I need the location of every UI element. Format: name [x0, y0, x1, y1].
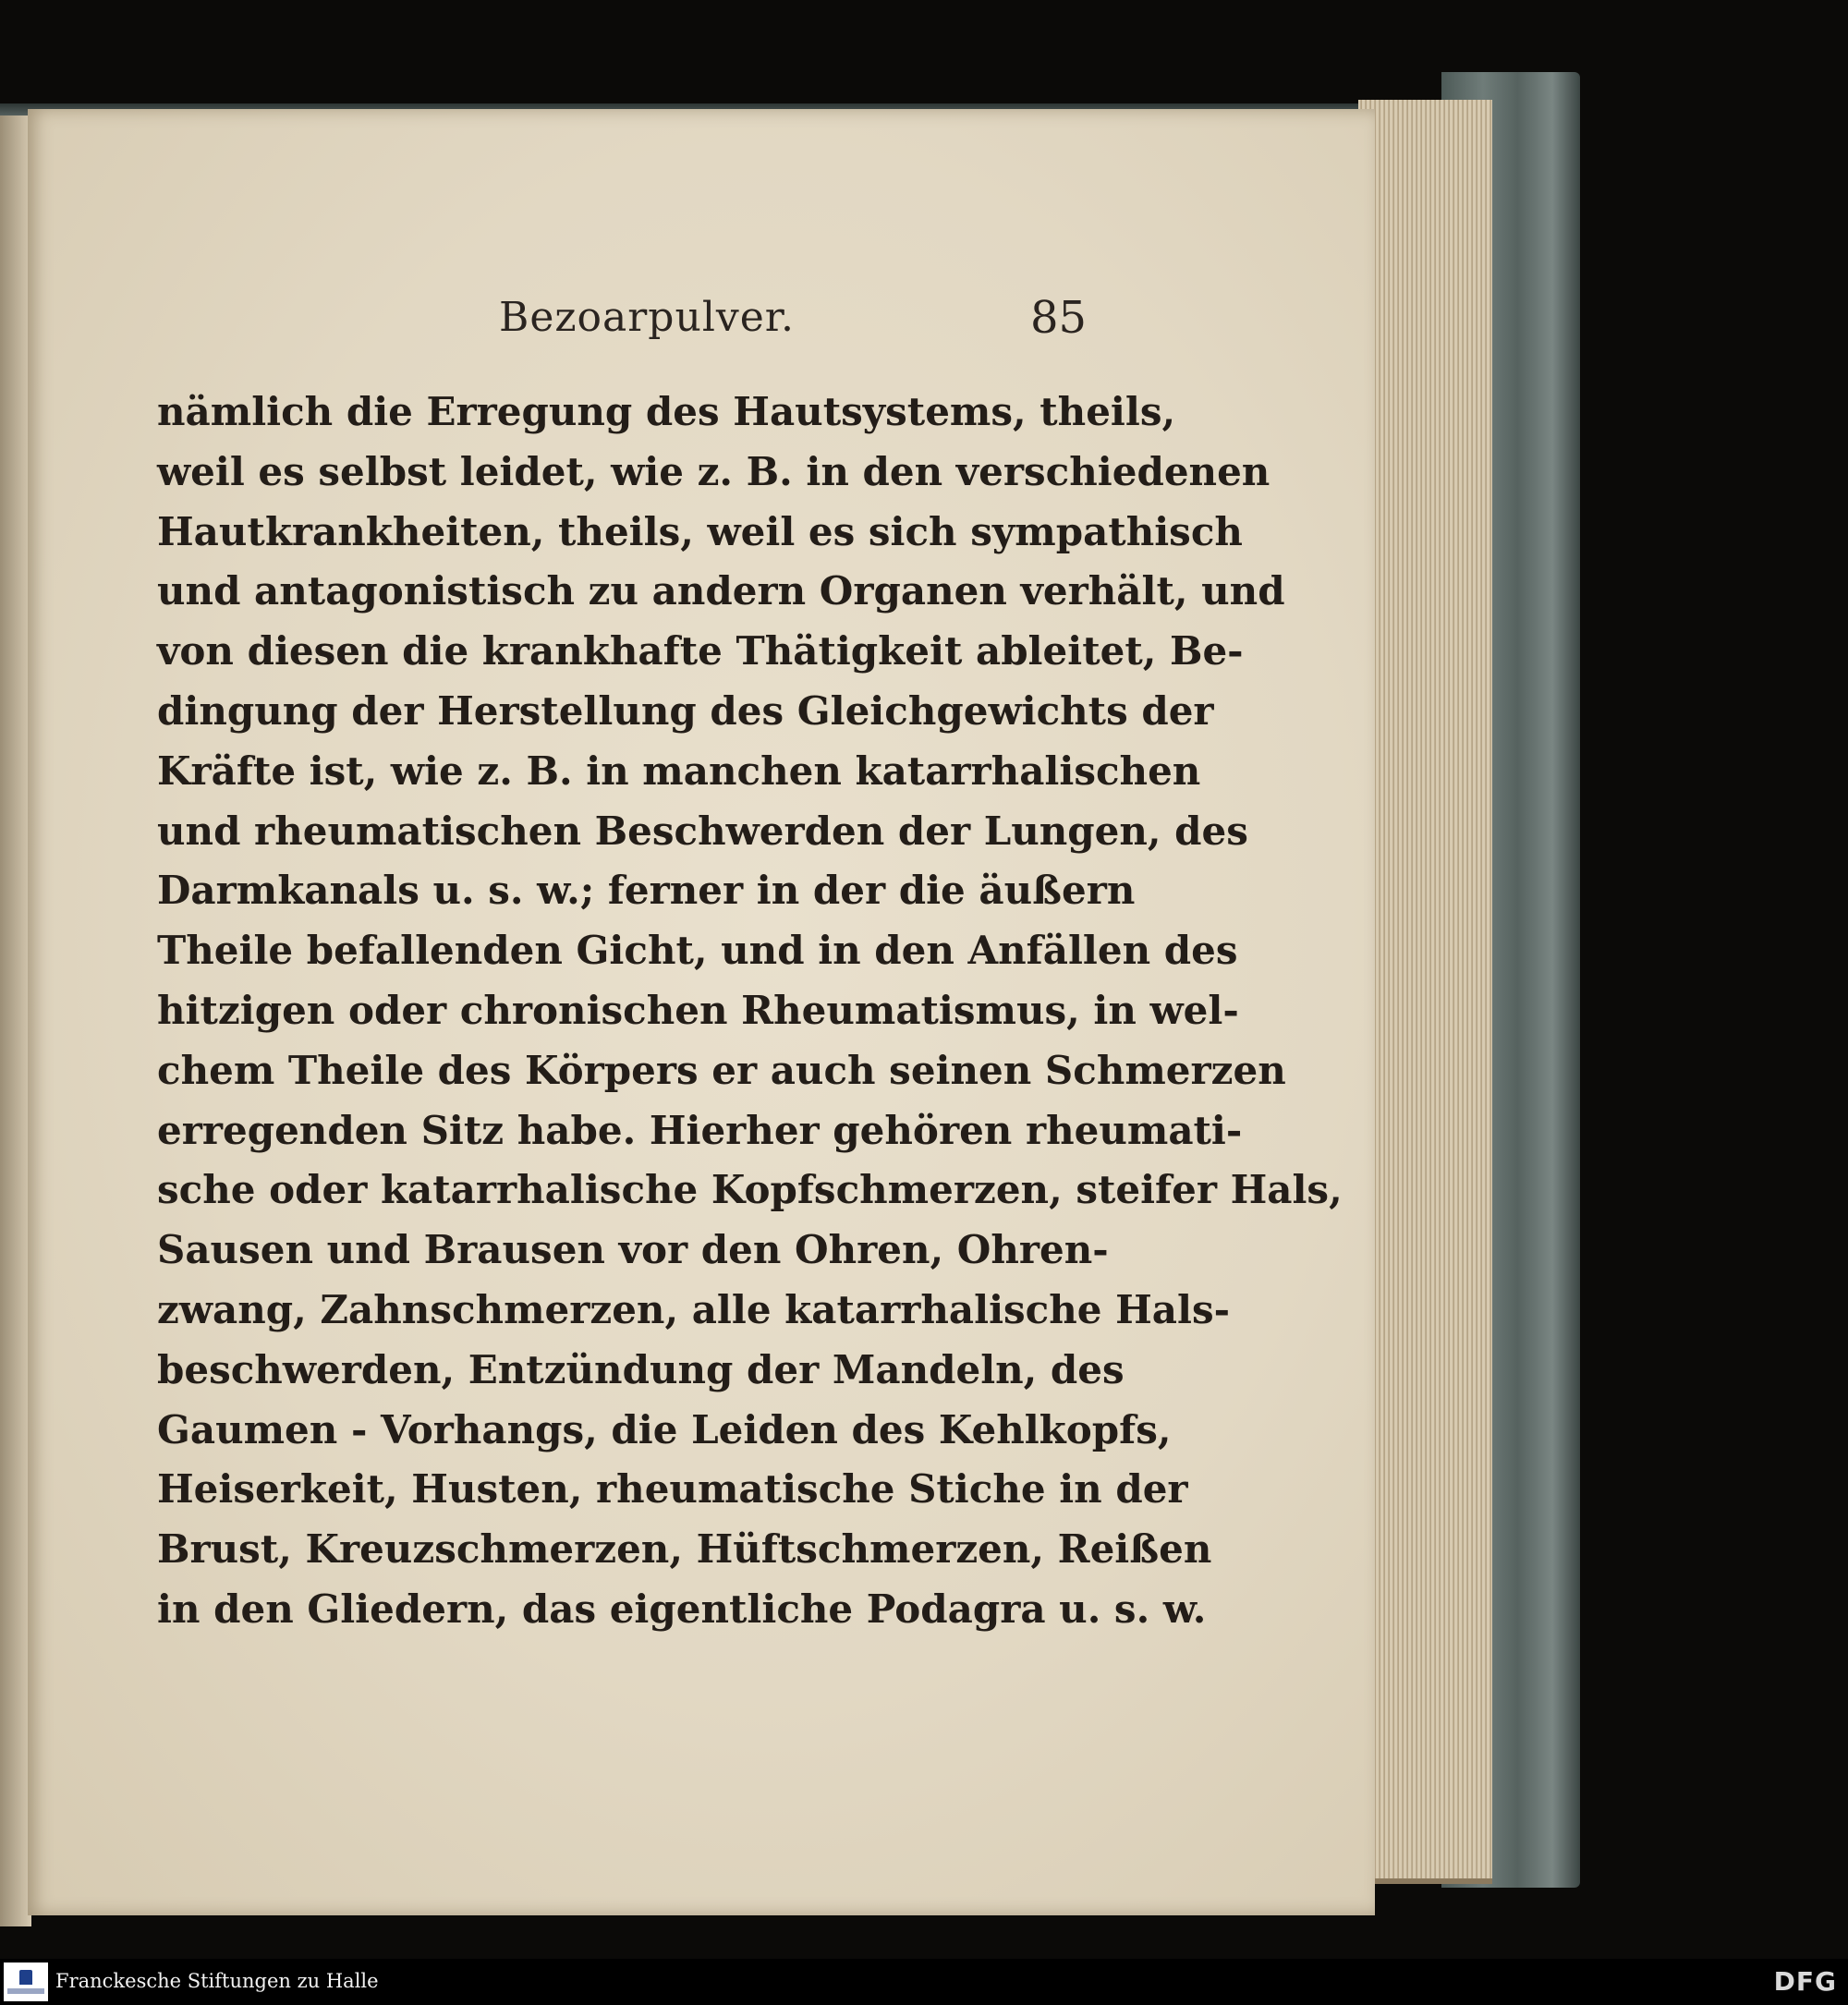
text-line: Kräfte ist, wie z. B. in manchen katarrhalischen — [157, 747, 1201, 794]
logo-mark — [19, 1970, 32, 1985]
text-line: und rheumatischen Beschwerden der Lungen, des — [157, 808, 1248, 854]
text-line: Hautkrankheiten, theils, weil es sich sympathisch — [157, 508, 1243, 554]
text-line: erregenden Sitz habe. Hierher gehören rheumati- — [157, 1107, 1243, 1153]
text-line: hitzigen oder chronischen Rheumatismus, in wel- — [157, 987, 1239, 1033]
text-line: Theile befallenden Gicht, und in den Anfällen des — [157, 928, 1238, 974]
text-line: beschwerden, Entzündung der Mandeln, des — [157, 1346, 1125, 1392]
text-line: und antagonistisch zu andern Organen verhält, und — [157, 568, 1285, 614]
page-edges — [1358, 100, 1492, 1884]
body-text — [157, 383, 1343, 1640]
text-line: Sausen und Brausen vor den Ohren, Ohren- — [157, 1227, 1109, 1273]
viewer-footer — [0, 1959, 1848, 2005]
text-line: sche oder katarrhalische Kopfschmerzen, steifer Hals, — [157, 1167, 1343, 1213]
text-line: Darmkanals u. s. w.; ferner in der die äußern — [157, 868, 1136, 914]
text-line: Brust, Kreuzschmerzen, Hüftschmerzen, Reißen — [157, 1526, 1212, 1573]
logo-wordmark — [7, 1988, 44, 1994]
text-line: Gaumen - Vorhangs, die Leiden des Kehlkopfs, — [157, 1406, 1172, 1452]
book-page — [28, 109, 1375, 1915]
text-line: von diesen die krankhafte Thätigkeit ableitet, Be- — [157, 628, 1244, 674]
text-line: Heiserkeit, Husten, rheumatische Stiche in der — [157, 1466, 1188, 1513]
text-line: weil es selbst leidet, wie z. B. in den verschiedenen — [157, 448, 1270, 494]
text-line: chem Theile des Körpers er auch seinen Schmerzen — [157, 1047, 1286, 1093]
francke-foundations-logo-icon[interactable] — [4, 1962, 48, 2001]
dfg-logo[interactable]: DFG — [1773, 1966, 1837, 1997]
text-line: zwang, Zahnschmerzen, alle katarrhalische Hals- — [157, 1286, 1231, 1332]
institution-name: Franckesche Stiftungen zu Halle — [55, 1970, 379, 1992]
running-head: Bezoarpulver. — [499, 294, 795, 341]
facing-page-edge — [0, 115, 31, 1926]
text-line: nämlich die Erregung des Hautsystems, theils, — [157, 389, 1176, 434]
text-line: dingung der Herstellung des Gleichgewichts der — [157, 687, 1214, 734]
page-number: 85 — [1030, 292, 1088, 344]
text-line: in den Gliedern, das eigentliche Podagra u. s. w. — [157, 1586, 1207, 1632]
